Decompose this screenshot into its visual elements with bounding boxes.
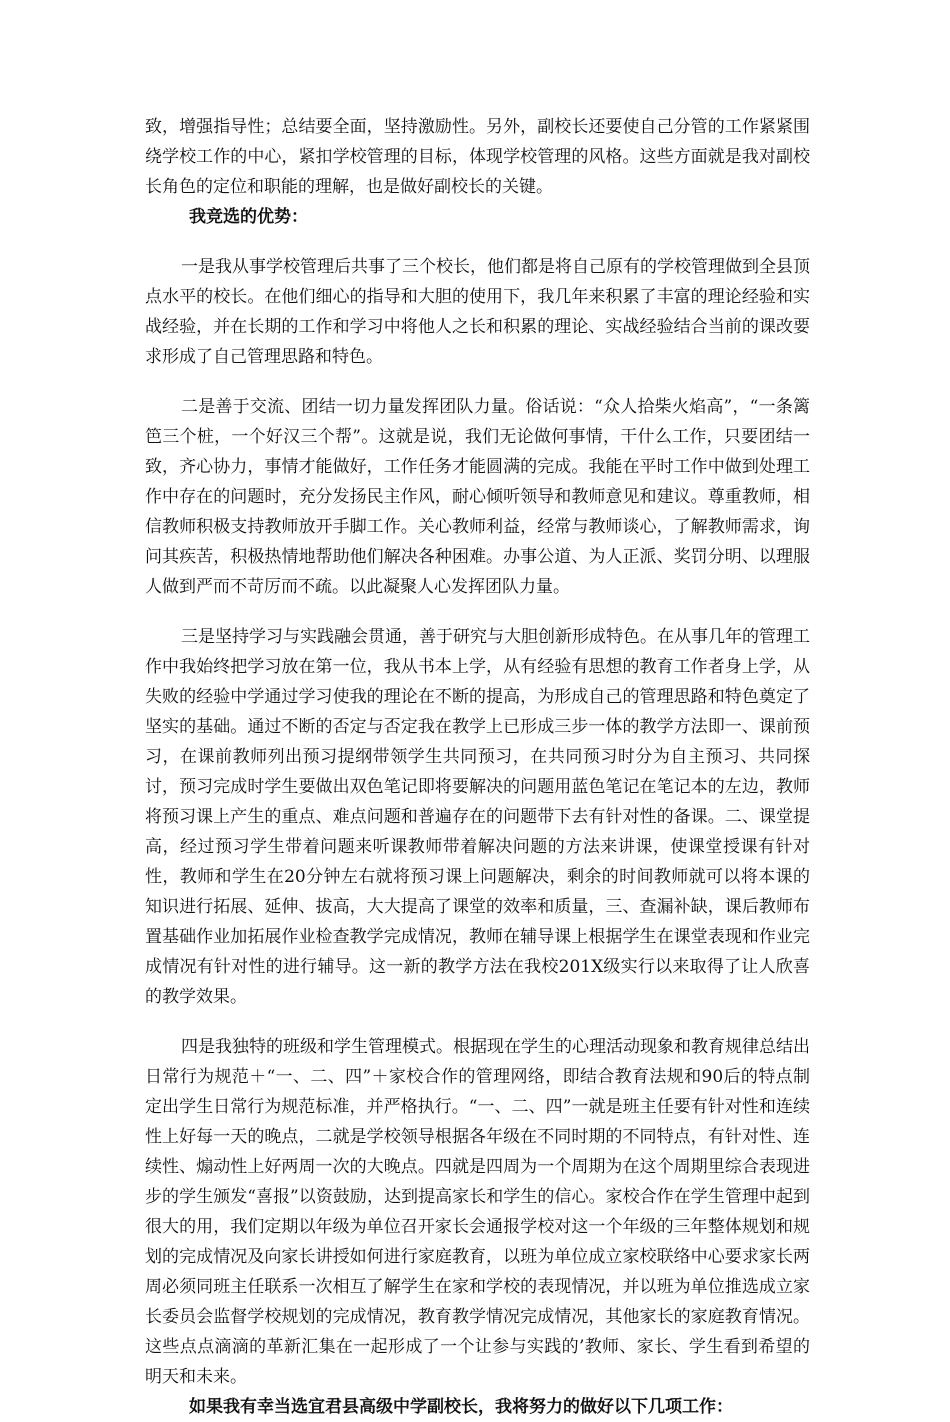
intro-paragraph: 致，增强指导性；总结要全面，坚持激励性。另外，副校长还要使自己分管的工作紧紧围绕学校工作的中心，紧扣学校管理的目标，体现学校管理的风格。这些方面就是我对副校长角色的定位和职能的理解，也是做好副校长的关键。 <box>145 117 810 197</box>
advantage-paragraph-4: 四是我独特的班级和学生管理模式。根据现在学生的心理活动现象和教育规律总结出日常行为规范＋“一、二、四”＋家校合作的管理网络，即结合教育法规和90后的特点制定出学生日常行为规范标准，并严格执行。“一、二、四”一就是班主任要有针对性和连续性上好每一天的晚点，二就是学校领导根据各年级在不同时期的不同特点，有针对性、连续性、煽动性上好两周一次的大晚点。四就是四周为一个周期为在这个周期里综合表现进步的学生颁发“喜报”以资鼓励，达到提高家长和学生的信心。家校合作在学生管理中起到很大的用，我们定期以年级为单位召开家长会通报学校对这一个年级的三年整体规划和规划的完成情况及向家长讲授如何进行家庭教育，以班为单位成立家校联络中心要求家长两周必须同班主任联系一次相互了解学生在家和学校的表现情况，并以班为单位推选成立家长委员会监督学校规划的完成情况，教育教学情况完成情况，其他家长的家庭教育情况。这些点点滴滴的革新汇集在一起形成了一个让参与实践的’教师、家长、学生看到希望的明天和未来。 <box>145 1037 810 1387</box>
advantage-paragraph-1: 一是我从事学校管理后共事了三个校长，他们都是将自己原有的学校管理做到全县顶点水平的校长。在他们细心的指导和大胆的使用下，我几年来积累了丰富的理论经验和实战经验，并在长期的工作和学习中将他人之长和积累的理论、实战经验结合当前的课改要求形成了自己管理思路和特色。 <box>145 257 810 367</box>
advantage-paragraph-2: 二是善于交流、团结一切力量发挥团队力量。俗话说：“众人拾柴火焰高”，“一条篱笆三个桩，一个好汉三个帮”。这就是说，我们无论做何事情，干什么工作，只要团结一致，齐心协力，事情才能做好，工作任务才能圆满的完成。我能在平时工作中做到处理工作中存在的问题时，充分发扬民主作风，耐心倾听领导和教师意见和建议。尊重教师，相信教师积极支持教师放开手脚工作。关心教师利益，经常与教师谈心，了解教师需求，询问其疾苦，积极热情地帮助他们解决各种困难。办事公道、为人正派、奖罚分明、以理服人做到严而不苛厉而不疏。以此凝聚人心发挥团队力量。 <box>145 397 810 597</box>
advantage-paragraph-3: 三是坚持学习与实践融会贯通，善于研究与大胆创新形成特色。在从事几年的管理工作中我始终把学习放在第一位，我从书本上学，从有经验有思想的教育工作者身上学，从失败的经验中学通过学习使我的理论在不断的提高，为形成自己的管理思路和特色奠定了坚实的基础。通过不断的否定与否定我在教学上已形成三步一体的教学方法即一、课前预习，在课前教师列出预习提纲带领学生共同预习，在共同预习时分为自主预习、共同探讨，预习完成时学生要做出双色笔记即将要解决的问题用蓝色笔记在笔记本的左边，教师将预习课上产生的重点、难点问题和普遍存在的问题带下去有针对性的备课。二、课堂提高，经过预习学生带着问题来听课教师带着解决问题的方法来讲课，使课堂授课有针对性，教师和学生在20分钟左右就将预习课上问题解决，剩余的时间教师就可以将本课的知识进行拓展、延伸、拔高，大大提高了课堂的效率和质量，三、查漏补缺，课后教师布置基础作业加拓展作业检查教学完成情况，教师在辅导课上根据学生在课堂表现和作业完成情况有针对性的进行辅导。这一新的教学方法在我校201X级实行以来取得了让人欣喜的教学效果。 <box>145 627 810 1007</box>
document-page <box>145 112 810 1422</box>
section-heading: 我竞选的优势： <box>189 207 308 227</box>
closing-heading: 如果我有幸当选宜君县高级中学副校长，我将努力的做好以下几项工作： <box>189 1397 733 1417</box>
